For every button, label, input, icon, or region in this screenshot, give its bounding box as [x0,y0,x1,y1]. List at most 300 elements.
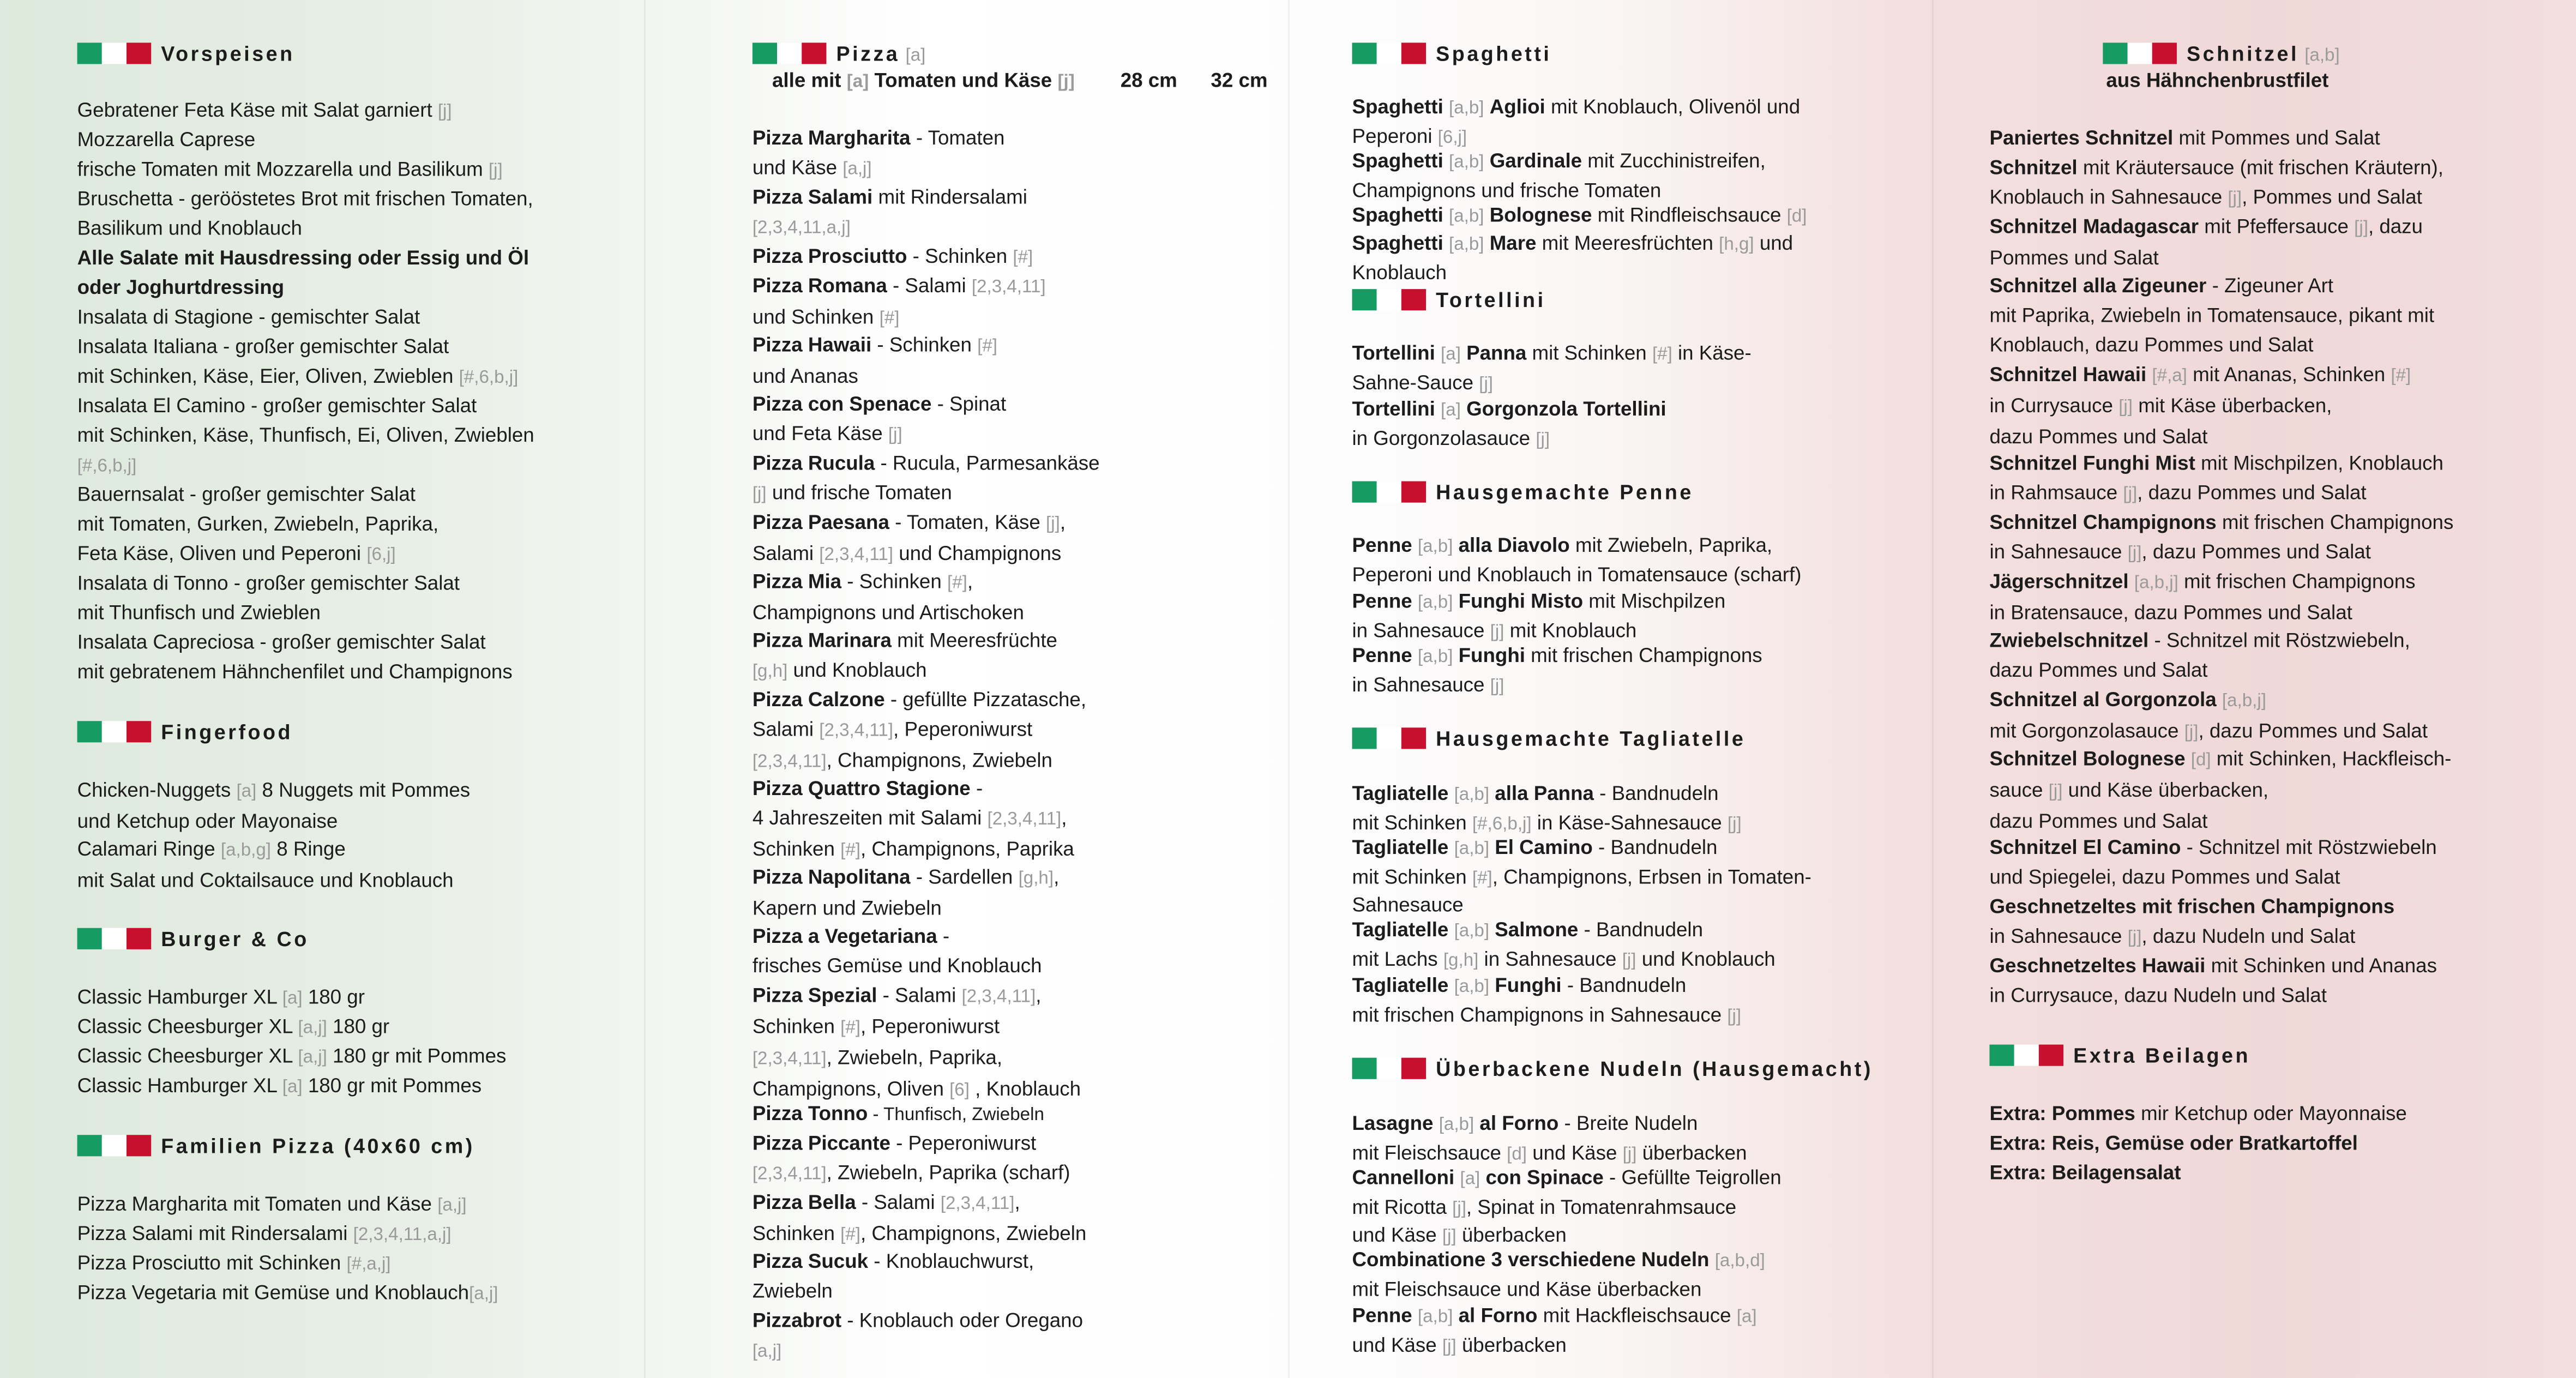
item-name: Pizza Sucuk [752,1250,869,1273]
item-text [77,125,503,185]
allergen-tag: [a] [905,46,926,66]
item-desc: - Schnitzel mit Röstzwiebeln [2181,836,2437,859]
item-desc [2217,688,2222,711]
allergen-tag: [a,b] [1417,537,1453,557]
item-text [77,391,534,482]
section-title: Familien Pizza (40x60 cm) [161,1135,475,1158]
item-name: Tagliatelle [1352,974,1449,997]
item-desc: und Champignons [893,541,1062,565]
item-line [1989,862,2436,892]
item-line [1989,567,2415,598]
item-desc: Pizza Prosciutto mit Schinken [77,1251,347,1275]
item-name: Pizza Salami [752,185,873,209]
item-name: Spaghetti [1352,95,1443,118]
allergen-tag: [j] [1622,950,1636,970]
item-line [1989,448,2443,478]
item-name: Pizza Quattro Stagione [752,777,971,800]
item-text [1352,1164,1781,1250]
item-name: Pizza Margharita [752,126,911,150]
item-desc: und [1754,231,1793,255]
item-line [1352,396,1666,425]
item-text [77,95,452,127]
allergen-tag: [2,3,4,11] [940,1194,1015,1214]
item-name: Pizza Hawaii [752,333,872,357]
item-text [77,479,439,570]
item-desc: Insalata Italiana - großer gemischter Salat [77,335,449,358]
section-title: Burger & Co [161,928,309,951]
allergen-tag: [g,h] [752,661,788,682]
item-desc: mit Mischpilzen, Knoblauch [2195,452,2443,475]
item-desc: in Sahnesauce [1352,618,1490,642]
section-title: Spaghetti [1436,43,1552,66]
item-desc: - Tomaten [910,126,1005,150]
item-desc: Knoblauch [1352,260,1447,284]
item-line [1352,917,1775,946]
allergen-tag: [j] [2127,928,2142,948]
allergen-tag: [j] [1536,429,1550,449]
item-line [1352,863,1811,892]
item-text [753,448,1100,509]
item-desc: 180 gr mit Pommes [302,1074,482,1097]
item-name: Pizza con Spenace [752,392,932,416]
item-line [753,1219,1086,1250]
section-title: Überbackene Nudeln (Hausgemacht) [1436,1057,1873,1081]
item-line [77,154,503,185]
allergen-tag: [a,j] [298,1048,327,1068]
allergen-tag: [a,b] [1417,647,1453,667]
allergen-tag: [#,6,b,j] [1472,814,1532,834]
item-text [1352,642,1762,700]
item-line [1989,123,2380,153]
item-desc: - Bandnudeln [1561,974,1687,997]
item-line [1352,532,1802,561]
item-desc: Sahnesauce [1352,893,1464,917]
item-desc: und Knoblauch [1636,947,1775,970]
item-name: Pizzabrot [752,1309,842,1332]
item-name: Pizza Marinara [752,629,892,652]
item-desc: - Peperoniwurst [890,1132,1037,1155]
item-desc: - Schnitzel mit Röstzwiebeln, [2148,629,2410,652]
item-line [77,509,439,539]
item-desc: und Ketchup oder Mayonaise [77,809,338,833]
item-line [1989,833,2436,862]
item-text [1989,448,2443,509]
item-line [753,212,1027,243]
item-name: Tagliatelle [1352,836,1449,859]
italy-flag-icon [753,43,827,64]
item-desc: - Bandnudeln [1578,918,1704,941]
item-desc [1484,95,1490,118]
item-text [1352,148,1766,203]
item-text [753,271,1046,333]
item-line [753,123,1005,153]
italy-flag-icon [77,43,152,64]
item-line [77,982,365,1013]
item-line [77,598,460,627]
item-desc: Classic Cheesburger XL [77,1015,298,1038]
item-desc: mit Mischpilzen [1583,589,1726,613]
item-desc: Mozzarella Caprese [77,128,256,152]
item-name: Gorgonzola Tortellini [1466,397,1666,421]
fold-line [644,0,646,1378]
item-line [1989,922,2394,953]
item-text [1352,588,1726,645]
item-desc: Insalata Capreciosa - großer gemischter Salat [77,630,486,654]
item-desc: , Champignons, Zwiebeln [860,1221,1087,1245]
item-line [1989,271,2434,300]
item-name: al Forno [1479,1112,1559,1135]
allergen-tag: [#] [1472,868,1492,888]
item-text [753,1099,1044,1130]
item-desc [1448,918,1454,941]
item-text [753,1128,1070,1189]
item-desc: mit Käse überbacken, [2132,394,2332,418]
section-title: Vorspeisen [161,43,295,66]
salad-dressing-note: oder Joghurtdressing [77,276,285,299]
item-line [1352,780,1742,809]
allergen-tag: [j] [888,425,902,446]
item-text [753,774,1074,866]
item-desc: und Käse [1352,1223,1442,1247]
item-name: Pizza Rucula [752,452,875,475]
item-desc: überbacken [1456,1223,1567,1247]
section-header-fingerfood [77,718,293,747]
item-line [77,1012,390,1043]
item-text [1989,685,2427,747]
item-line [1989,1099,2406,1128]
allergen-tag: [a,b,j] [2222,691,2266,712]
item-name: Penne [1352,643,1412,667]
item-line [1352,230,1793,259]
item-line [1989,300,2434,330]
allergen-tag: [d] [1507,1144,1527,1164]
section-header-penne [1352,478,1694,507]
allergen-tag: [2,3,4,11] [752,752,827,772]
item-line [1352,1001,1742,1030]
item-name: Schnitzel alla Zigeuner [1989,274,2207,298]
allergen-tag: [#] [1013,248,1033,268]
allergen-tag: [g,h] [1018,869,1054,889]
section-title: Hausgemachte Penne [1436,481,1694,504]
item-line [1352,369,1752,398]
allergen-tag: [a,j] [752,1341,782,1362]
item-desc: in Gorgonzolasauce [1352,426,1536,449]
item-text [753,389,1006,450]
allergen-tag: [2,3,4,11] [819,721,894,741]
item-desc: Pizza Margharita mit Tomaten und Käse [77,1192,438,1215]
allergen-tag: [a,b,d] [1714,1251,1765,1272]
allergen-tag: [a,b] [2304,46,2340,66]
item-desc: , Champignons, Zwiebeln [826,749,1052,772]
item-desc: Insalata di Tonno - großer gemischter Salat [77,571,460,595]
item-name: Tagliatelle [1352,918,1449,941]
item-desc: sauce [1989,778,2049,802]
item-name: Schnitzel El Camino [1989,836,2181,859]
item-name: Geschnetzeltes mit frischen Champignons [1989,895,2395,918]
item-desc: Calamari Ringe [77,838,221,861]
item-desc: in Käse-Sahnesauce [1531,810,1728,834]
item-desc: und Käse [752,156,843,179]
item-name: Penne [1352,589,1412,613]
item-desc: - Salami [856,1190,941,1214]
item-line [753,508,1066,539]
item-desc: , Knoblauch [969,1077,1081,1100]
item-text [753,182,1027,243]
section-header-burger [77,925,309,954]
salad-dressing-note: Alle Salate mit Hausdressing oder Essig und Öl [77,246,529,269]
section-header-tortellini [1352,286,1546,315]
item-text [1989,744,2451,836]
item-desc: mit Thunfisch und Zwieblen [77,601,321,624]
allergen-tag: [j] [1727,814,1742,834]
item-line [1989,182,2443,213]
item-name: Extra: Reis, Gemüse oder Bratkartoffel [1989,1132,2358,1155]
item-desc: , dazu Nudeln und Salat [2141,924,2356,948]
item-line [1989,807,2451,836]
item-desc: und Käse überbacken, [2062,778,2269,802]
allergen-tag: [j] [2127,543,2142,564]
item-line [1989,1128,2357,1158]
item-text [753,980,1081,1105]
item-desc [1435,341,1441,364]
item-desc: mit Gorgonzolasauce [1989,719,2184,743]
item-desc [1489,918,1495,941]
item-line [753,1158,1070,1189]
allergen-tag: [a] [846,72,869,92]
item-text [753,567,1024,627]
item-desc [1453,534,1458,557]
item-text [77,775,471,836]
item-text [1989,360,2411,452]
item-name: alla Panna [1495,781,1594,805]
item-name: Extra: Pommes [1989,1102,2135,1126]
allergen-tag: [a,j] [469,1284,498,1304]
item-line [1989,892,2394,921]
section-title: Extra Beilagen [2073,1044,2251,1068]
item-name: Schnitzel [1989,156,2078,179]
allergen-tag: [#,a,j] [346,1255,391,1275]
allergen-tag: [#] [2391,366,2411,386]
allergen-tag: [j] [1479,374,1494,394]
allergen-tag: [#] [947,573,967,593]
item-name: Spaghetti [1352,149,1443,173]
italy-flag-icon [1352,481,1427,502]
item-name: Pizza Prosciutto [752,244,907,268]
item-desc [1453,589,1458,612]
italy-flag-icon [77,1135,152,1156]
item-desc: Champignons, Oliven [752,1077,950,1100]
item-name: Pizza Spezial [752,984,877,1007]
allergen-tag: [#] [840,841,860,861]
item-text [1989,567,2415,627]
item-line [1352,972,1742,1001]
item-line [753,153,1005,184]
section-header-ueberbacken [1352,1055,1873,1084]
item-desc: mit Meeresfrüchten [1536,231,1719,255]
item-desc: , [1036,984,1042,1007]
item-line [1989,951,2437,980]
item-desc: mit Knoblauch, Olivenöl und [1545,95,1801,118]
item-desc: mit frischen Champignons in Sahnesauce [1352,1002,1728,1026]
item-line [77,391,534,420]
item-name: Pizza a Vegetariana [752,924,937,948]
item-line [753,448,1100,478]
item-desc: und Ananas [752,364,858,388]
allergen-tag: [a,b,g] [220,841,272,861]
item-line [77,450,534,481]
item-desc: mit Pfeffersauce [2199,215,2355,238]
allergen-tag: [j] [1442,1336,1456,1356]
allergen-tag: [a] [1736,1307,1757,1327]
allergen-tag: [d] [1786,207,1807,227]
item-name: Spaghetti [1352,231,1443,255]
item-name: Tortellini [1352,341,1435,365]
allergen-tag: [2,3,4,11] [752,1164,827,1184]
item-line [753,803,1074,834]
section-header-pizza [753,39,926,69]
allergen-tag: [a,j] [842,159,872,179]
item-line [753,539,1066,570]
item-line [1989,655,2410,685]
item-text [77,834,454,895]
item-name: Zwiebelschnitzel [1989,629,2149,652]
item-text [77,1071,482,1102]
item-desc: 4 Jahreszeiten mit Salami [752,806,988,830]
item-desc: dazu Pommes und Salat [1989,809,2208,833]
item-desc: - Knoblauchwurst, [868,1250,1034,1273]
allergen-tag: [2,3,4,11,a,j] [752,218,851,238]
item-desc [2146,363,2152,386]
item-desc: mit Tomaten, Gurken, Zwiebeln, Paprika, [77,512,439,535]
item-desc: Chicken-Nuggets [77,778,237,802]
item-desc: Tomaten und Käse [869,69,1058,92]
item-desc [1448,836,1454,859]
item-desc [1412,1304,1418,1327]
item-line [1989,1158,2181,1187]
item-line [1352,1275,1765,1303]
item-name: Pizza Napolitana [752,865,911,889]
item-desc: Salami [752,541,820,565]
item-desc [1448,782,1454,805]
item-line [753,242,1033,273]
item-desc: Kapern und Zwiebeln [752,896,942,920]
item-text [1989,1158,2181,1187]
item-name: Pizza Bella [752,1190,856,1214]
item-name: Aglioi [1489,95,1545,118]
allergen-tag: [a] [282,1077,303,1097]
item-line [77,1278,498,1309]
allergen-tag: [j] [437,101,452,122]
item-desc: - Sardellen [910,865,1019,889]
item-name: Tortellini [1352,397,1435,421]
item-desc [1461,341,1466,364]
item-desc: mit Zucchinistreifen, [1582,149,1766,173]
allergen-tag: [#,6,b,j] [459,368,519,388]
item-line [1352,94,1801,123]
allergen-tag: [j] [2354,218,2368,238]
item-line [77,420,534,450]
item-line [77,568,460,598]
item-line [753,1247,1034,1276]
item-desc: Insalata El Camino - großer gemischter Salat [77,394,477,418]
item-line [1989,980,2437,1010]
item-desc [2186,747,2191,770]
item-desc: und Käse [1527,1140,1623,1164]
item-line [77,628,513,657]
item-line [77,539,439,570]
item-desc: in Bratensauce, dazu Pommes und Salat [1989,601,2352,624]
item-name: Jägerschnitzel [1989,570,2129,593]
item-name: Schnitzel Champignons [1989,510,2217,534]
item-desc: - Schinken [907,244,1013,268]
item-name: Schnitzel Hawaii [1989,363,2147,386]
allergen-tag: [j] [1442,1226,1456,1247]
item-text [1989,1099,2406,1128]
section-title: Schnitzel [2186,43,2299,66]
item-desc: , [1014,1190,1020,1214]
item-desc: mit Schinken, Käse, Thunfisch, Ei, Oliven, Zwieblen [77,424,534,447]
item-desc: Champignons und Artischoken [752,601,1024,624]
item-desc: Gebratener Feta Käse mit Salat garniert [77,98,438,122]
item-line [1989,598,2415,627]
item-text [753,862,1059,923]
item-text [77,628,513,687]
item-desc: mit Schinken [1526,341,1652,365]
item-line [77,125,503,154]
item-desc [1443,95,1449,118]
item-line [1352,148,1766,177]
item-line [77,184,533,213]
item-text [77,1012,390,1043]
item-desc: mit Ricotta [1352,1195,1453,1218]
allergen-tag: [a,b] [1449,98,1484,118]
item-text [1352,780,1742,838]
item-desc: mit Schinken [1352,810,1472,834]
item-desc: mit Hackfleischsauce [1537,1304,1737,1327]
item-name: Penne [1352,533,1412,557]
allergen-tag: [a,b] [1439,1115,1474,1135]
item-text [1989,271,2434,360]
item-text [77,1042,507,1073]
item-line [753,389,1006,419]
item-desc: - Gefüllte Teigrollen [1603,1166,1781,1189]
item-line [77,1219,452,1250]
item-line [1352,122,1801,151]
item-desc: - Schinken [871,333,978,357]
item-line [1352,177,1766,204]
section-title: Hausgemachte Tagliatelle [1436,727,1746,751]
section-header-tagliatelle [1352,724,1746,754]
allergen-tag: [j] [488,161,503,181]
item-text [753,1188,1086,1250]
item-line [753,951,1042,980]
item-name: Extra: Beilagensalat [1989,1161,2181,1184]
item-line [77,95,452,127]
section-title: Tortellini [1436,289,1546,312]
item-line [1352,617,1726,646]
item-desc: Bruschetta - gerööstetes Brot mit frischen Tomaten, [77,187,533,210]
section-header-extra-beilagen [1989,1042,2250,1071]
allergen-tag: [a,b] [1449,153,1484,173]
item-line [753,1043,1081,1074]
item-desc: 180 gr [327,1015,390,1038]
fold-line [1932,0,1934,1378]
item-desc: Pizza Vegetaria mit Gemüse und Knoblauch [77,1281,470,1304]
item-desc: frisches Gemüse und Knoblauch [752,954,1042,978]
section-header-familien-pizza [77,1132,475,1161]
allergen-tag: [a] [236,781,257,802]
item-line [1352,258,1793,286]
